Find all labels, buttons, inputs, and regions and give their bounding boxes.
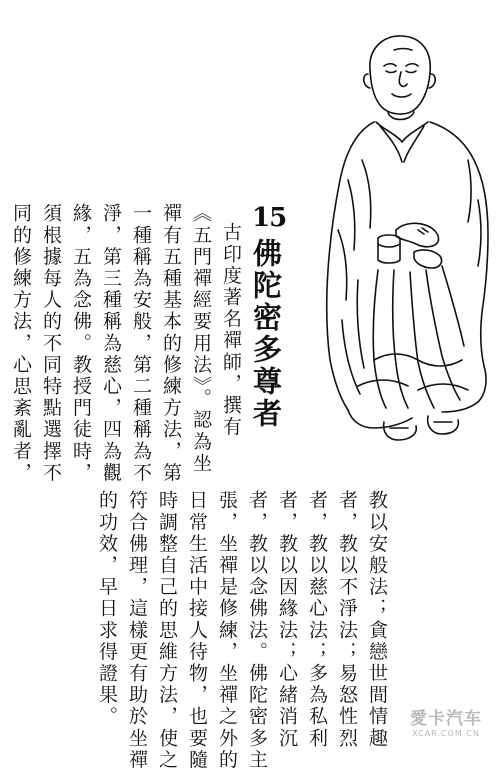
text-column: 張，坐禪是修練，坐禪之外的: [216, 490, 238, 771]
text-column: 緣，五為念佛。教授門徒時，: [70, 203, 92, 484]
text-column: 時調整自己的思維方法，使之: [156, 490, 178, 771]
text-column: 的功效，早日求得證果。: [96, 490, 118, 728]
text-column: 者，教以慈心法；多為私利: [306, 490, 328, 750]
entry-number: 15: [252, 203, 287, 233]
monk-illustration: [318, 30, 500, 460]
watermark-url: XCAR.COM.CN: [412, 729, 480, 738]
text-column: 須根據每人的不同特點選擇不: [40, 203, 62, 484]
text-column: 教以安般法；貪戀世間情趣: [366, 490, 388, 750]
watermark: [400, 704, 492, 738]
text-column: 一種稱為安般，第二種稱為不: [130, 203, 152, 484]
watermark-logo-text: 愛卡汽车: [410, 709, 482, 729]
text-column: 《五門禪經要用法》。認為坐: [190, 203, 212, 475]
text-column: 禪有五種基本的修練方法，第: [160, 203, 182, 484]
text-column: 者，教以念佛法。佛陀密多主: [246, 490, 268, 771]
text-column: 者，教以因緣法；心緒消沉: [276, 490, 298, 750]
text-column: 淨，第三種稱為慈心，四為觀: [100, 203, 122, 484]
entry-title: 佛陀密多尊者: [249, 238, 283, 430]
text-column: 日常生活中接人待物，也要隨: [186, 490, 208, 771]
text-column: 同的修練方法，心思紊亂者，: [10, 203, 32, 484]
text-column: 者，教以不淨法；易怒性烈: [336, 490, 358, 750]
text-column: 古印度著名禪師，撰有: [220, 222, 242, 438]
text-column: 符合佛理，這樣更有助於坐禪: [126, 490, 148, 771]
